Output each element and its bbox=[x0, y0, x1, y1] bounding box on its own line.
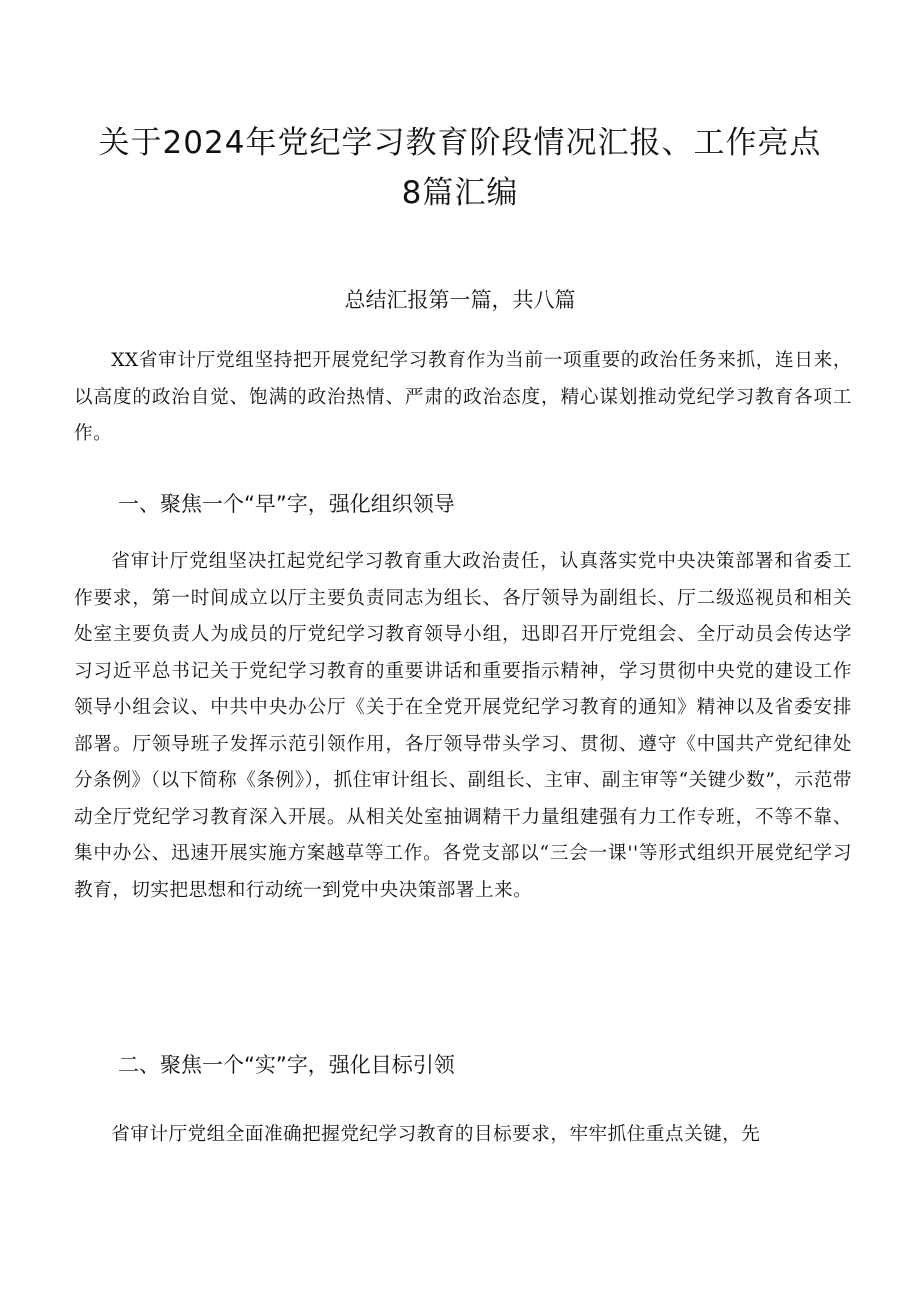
section-2-heading: 二、聚焦一个“实”字，强化目标引领 bbox=[118, 1053, 455, 1077]
section-2-body: 省审计厅党组全面准确把握党纪学习教育的目标要求，牢牢抓住重点关键，先 bbox=[111, 1124, 761, 1145]
document-subtitle: 总结汇报第一篇，共八篇 bbox=[344, 288, 576, 312]
intro-paragraph: XX省审计厅党组坚持把开展党纪学习教育作为当前一项重要的政治任务来抓，连日来，以高度的政治自觉、饱满的政治热情、严肃的政治态度，精心谋划推动党纪学习教育各项工作。 bbox=[74, 350, 852, 444]
section-1-body: 省审计厅党组坚决扛起党纪学习教育重大政治责任，认真落实党中央决策部署和省委工作要求，第一时间成立以厅主要负责同志为组长、各厅领导为副组长、厅二级巡视员和相关处室主要负责人为成员的厅党纪学习教育领导小组，迅即召开厅党组会、全厅动员会传达学习习近平总书记关于党纪学习教育的重要讲话和重要指示精神，学习贯彻中央党的建设工作领导小组会议、中共中央办公厅《关于在全党开展党纪学习教育的通知》精神以及省委安排部署。厅领导班子发挥示范引领作用，各厅领导带头学习、贯彻、遵守《中国共产党纪律处分条例》（以下简称《条例》），抓住审计组长、副组长、主审、副主审等“关键少数”，示范带动全厅党纪学习教育深入开展。从相关处室抽调精干力量组建强有力工作专班，不等不靠、集中办公、迅速开展实施方案越草等工作。各党支部以“三会一课''等形式组织开展党纪学习教育，切实把思想和行动统一到党中央决策部署上来。 bbox=[74, 551, 852, 901]
document-title-line-1: 关于2024年党纪学习教育阶段情况汇报、工作亮点 bbox=[98, 125, 822, 161]
document-title bbox=[60, 118, 860, 218]
section-1-heading: 一、聚焦一个“早”字，强化组织领导 bbox=[118, 492, 455, 516]
document-title-line-2: 8篇汇编 bbox=[401, 175, 519, 211]
